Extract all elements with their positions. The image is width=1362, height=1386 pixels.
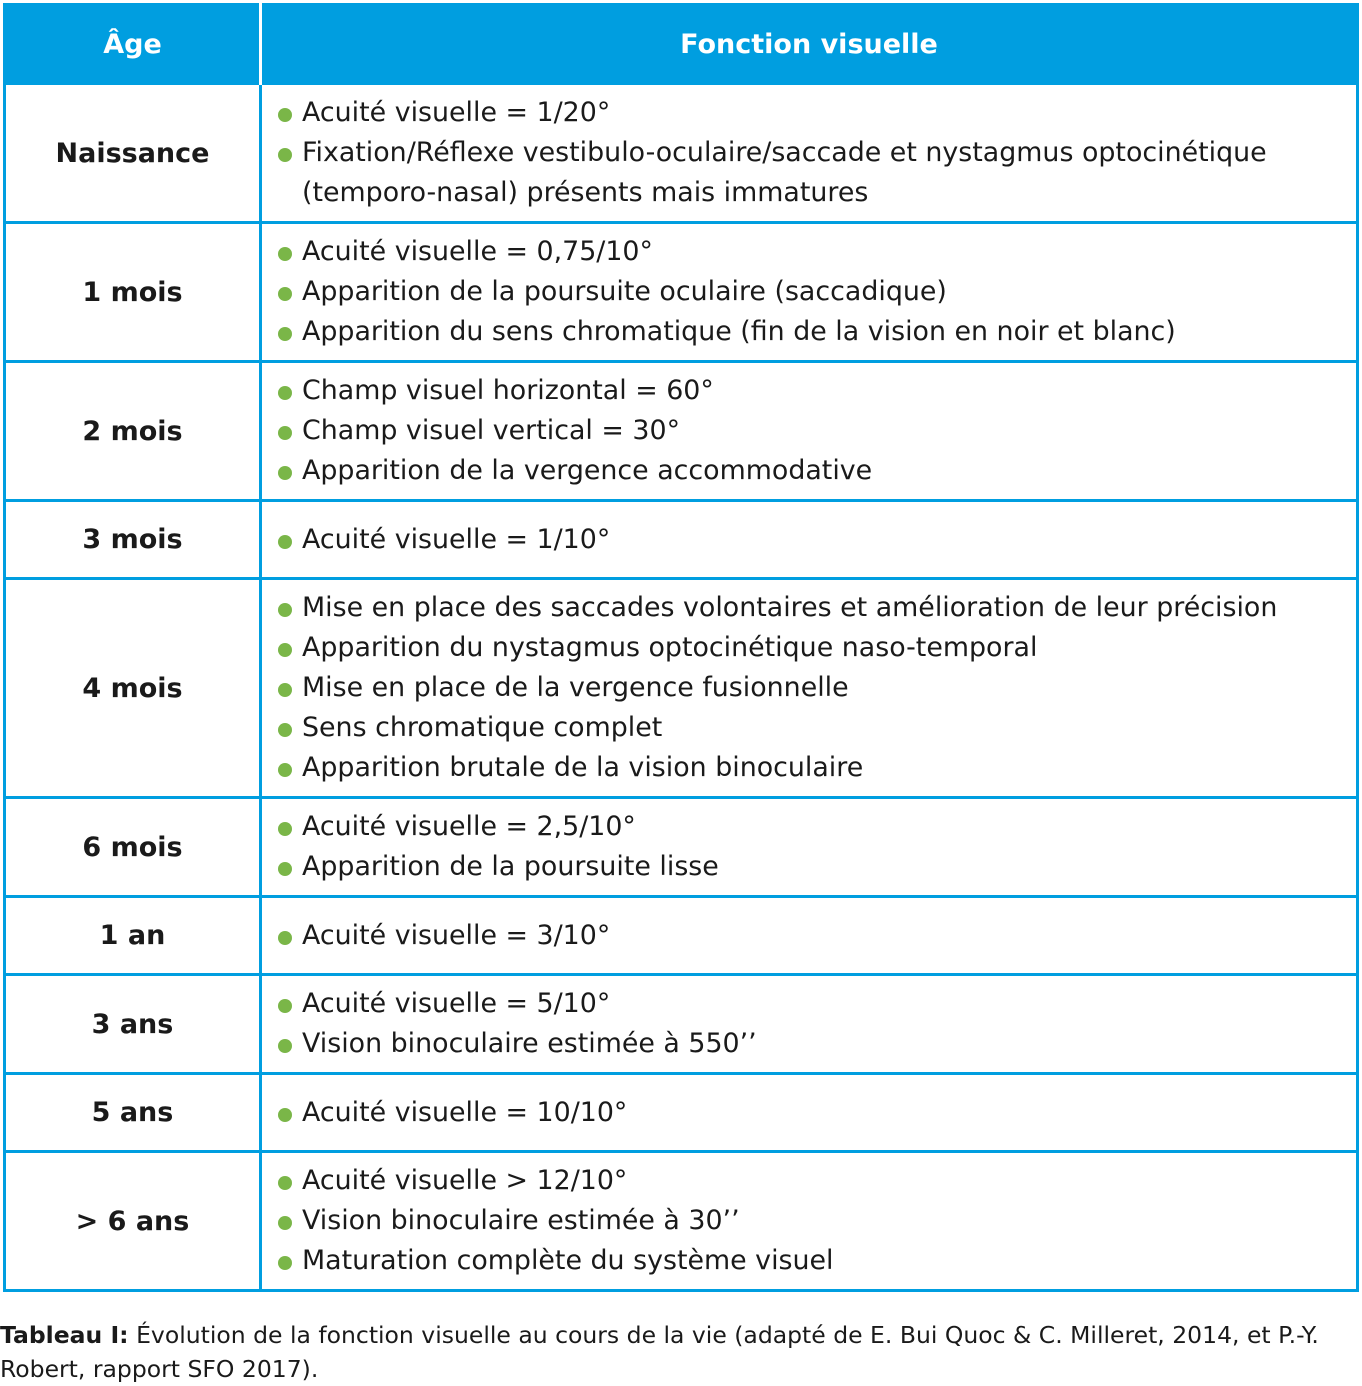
function-item	[276, 1093, 1356, 1133]
caption-label: Tableau I:	[0, 1321, 129, 1349]
bullet-icon	[278, 862, 292, 876]
function-item-text: Acuité visuelle = 2,5/10°	[302, 811, 636, 842]
function-item	[276, 1024, 1356, 1064]
function-item	[276, 984, 1356, 1024]
bullet-icon	[278, 386, 292, 400]
function-item	[276, 93, 1356, 133]
age-cell: 5 ans	[5, 1074, 261, 1152]
bullet-icon	[278, 426, 292, 440]
bullet-icon	[278, 723, 292, 737]
function-item-text: Vision binoculaire estimée à 550’’	[302, 1028, 757, 1059]
function-item	[276, 708, 1356, 748]
function-item-text: Acuité visuelle = 1/10°	[302, 523, 611, 555]
function-cell	[261, 798, 1358, 897]
age-cell: 3 ans	[5, 975, 261, 1074]
function-cell	[261, 1152, 1358, 1291]
caption-text: Évolution de la fonction visuelle au cours de la vie (adapté de E. Bui Quoc & C. Milleret, 2014, et P.-Y. Robert, rapport SFO 2017).	[0, 1321, 1319, 1383]
function-item-text: Acuité visuelle = 1/20°	[302, 97, 611, 128]
function-item	[276, 232, 1356, 272]
function-item-text: Mise en place des saccades volontaires et amélioration de leur précision	[302, 592, 1278, 623]
function-item-text: Vision binoculaire estimée à 30’’	[302, 1205, 740, 1236]
table-row	[5, 798, 1358, 897]
bullet-icon	[278, 1256, 292, 1270]
table-row	[5, 223, 1358, 362]
age-cell: > 6 ans	[5, 1152, 261, 1291]
age-cell: 1 mois	[5, 223, 261, 362]
age-cell: 4 mois	[5, 579, 261, 798]
function-item-text: Sens chromatique complet	[302, 712, 663, 743]
function-item-text: Apparition de la poursuite oculaire (saccadique)	[302, 276, 947, 307]
function-item-continuation	[276, 173, 1356, 213]
function-item-text: Champ visuel horizontal = 60°	[302, 375, 714, 406]
function-item-text: Acuité visuelle = 5/10°	[302, 988, 611, 1019]
function-cell	[261, 501, 1358, 579]
bullet-icon	[278, 535, 292, 549]
function-item	[276, 628, 1356, 668]
function-item-text: (temporo-nasal) présents mais immatures	[302, 177, 869, 208]
bullet-icon	[278, 108, 292, 122]
function-cell	[261, 223, 1358, 362]
bullet-icon	[278, 1108, 292, 1122]
function-item	[276, 312, 1356, 352]
function-item	[276, 916, 1356, 956]
bullet-icon	[278, 999, 292, 1013]
bullet-icon	[278, 822, 292, 836]
function-item-text: Apparition de la vergence accommodative	[302, 455, 873, 486]
visual-function-table	[3, 3, 1359, 1292]
age-cell: 1 an	[5, 897, 261, 975]
function-cell	[261, 975, 1358, 1074]
table-row	[5, 362, 1358, 501]
table-row	[5, 897, 1358, 975]
function-item	[276, 411, 1356, 451]
table-row	[5, 84, 1358, 223]
function-item-text: Acuité visuelle = 0,75/10°	[302, 236, 653, 267]
function-item-text: Fixation/Réflexe vestibulo-oculaire/saccade et nystagmus optocinétique	[302, 137, 1267, 168]
header-function: Fonction visuelle	[261, 5, 1358, 84]
function-item	[276, 588, 1356, 628]
function-item	[276, 748, 1356, 788]
bullet-icon	[278, 683, 292, 697]
header-age: Âge	[5, 5, 261, 84]
function-item-text: Acuité visuelle = 10/10°	[302, 1096, 628, 1128]
function-item	[276, 451, 1356, 491]
bullet-icon	[278, 287, 292, 301]
function-item	[276, 371, 1356, 411]
function-item-text: Champ visuel vertical = 30°	[302, 415, 681, 446]
function-item	[276, 847, 1356, 887]
table-row	[5, 1152, 1358, 1291]
table-row	[5, 579, 1358, 798]
table-row	[5, 975, 1358, 1074]
age-cell: 2 mois	[5, 362, 261, 501]
function-cell	[261, 362, 1358, 501]
function-item	[276, 272, 1356, 312]
table-row	[5, 501, 1358, 579]
age-cell: Naissance	[5, 84, 261, 223]
bullet-icon	[278, 763, 292, 777]
function-item-text: Apparition du nystagmus optocinétique naso-temporal	[302, 632, 1038, 663]
bullet-icon	[278, 603, 292, 617]
table-row	[5, 1074, 1358, 1152]
function-item-text: Apparition du sens chromatique (fin de la vision en noir et blanc)	[302, 316, 1176, 347]
bullet-icon	[278, 327, 292, 341]
function-item-text: Maturation complète du système visuel	[302, 1245, 834, 1276]
bullet-icon	[278, 931, 292, 945]
function-cell	[261, 579, 1358, 798]
function-cell	[261, 897, 1358, 975]
bullet-icon	[278, 466, 292, 480]
table-header-row	[5, 5, 1358, 84]
function-item	[276, 1241, 1356, 1281]
bullet-icon	[278, 643, 292, 657]
bullet-icon	[278, 148, 292, 162]
function-item	[276, 668, 1356, 708]
age-cell: 6 mois	[5, 798, 261, 897]
age-cell: 3 mois	[5, 501, 261, 579]
function-item-text: Apparition brutale de la vision binoculaire	[302, 752, 864, 783]
function-item	[276, 1201, 1356, 1241]
function-item	[276, 133, 1356, 173]
function-item	[276, 520, 1356, 560]
function-item-text: Acuité visuelle > 12/10°	[302, 1165, 628, 1196]
function-item-text: Acuité visuelle = 3/10°	[302, 919, 611, 951]
function-cell	[261, 84, 1358, 223]
function-item-text: Mise en place de la vergence fusionnelle	[302, 672, 849, 703]
function-cell	[261, 1074, 1358, 1152]
table-body	[5, 84, 1358, 1291]
table-caption	[0, 1318, 1362, 1386]
bullet-icon	[278, 1216, 292, 1230]
bullet-icon	[278, 1176, 292, 1190]
function-item-text: Apparition de la poursuite lisse	[302, 851, 719, 882]
bullet-icon	[278, 1039, 292, 1053]
bullet-icon	[278, 247, 292, 261]
function-item	[276, 1161, 1356, 1201]
function-item	[276, 807, 1356, 847]
